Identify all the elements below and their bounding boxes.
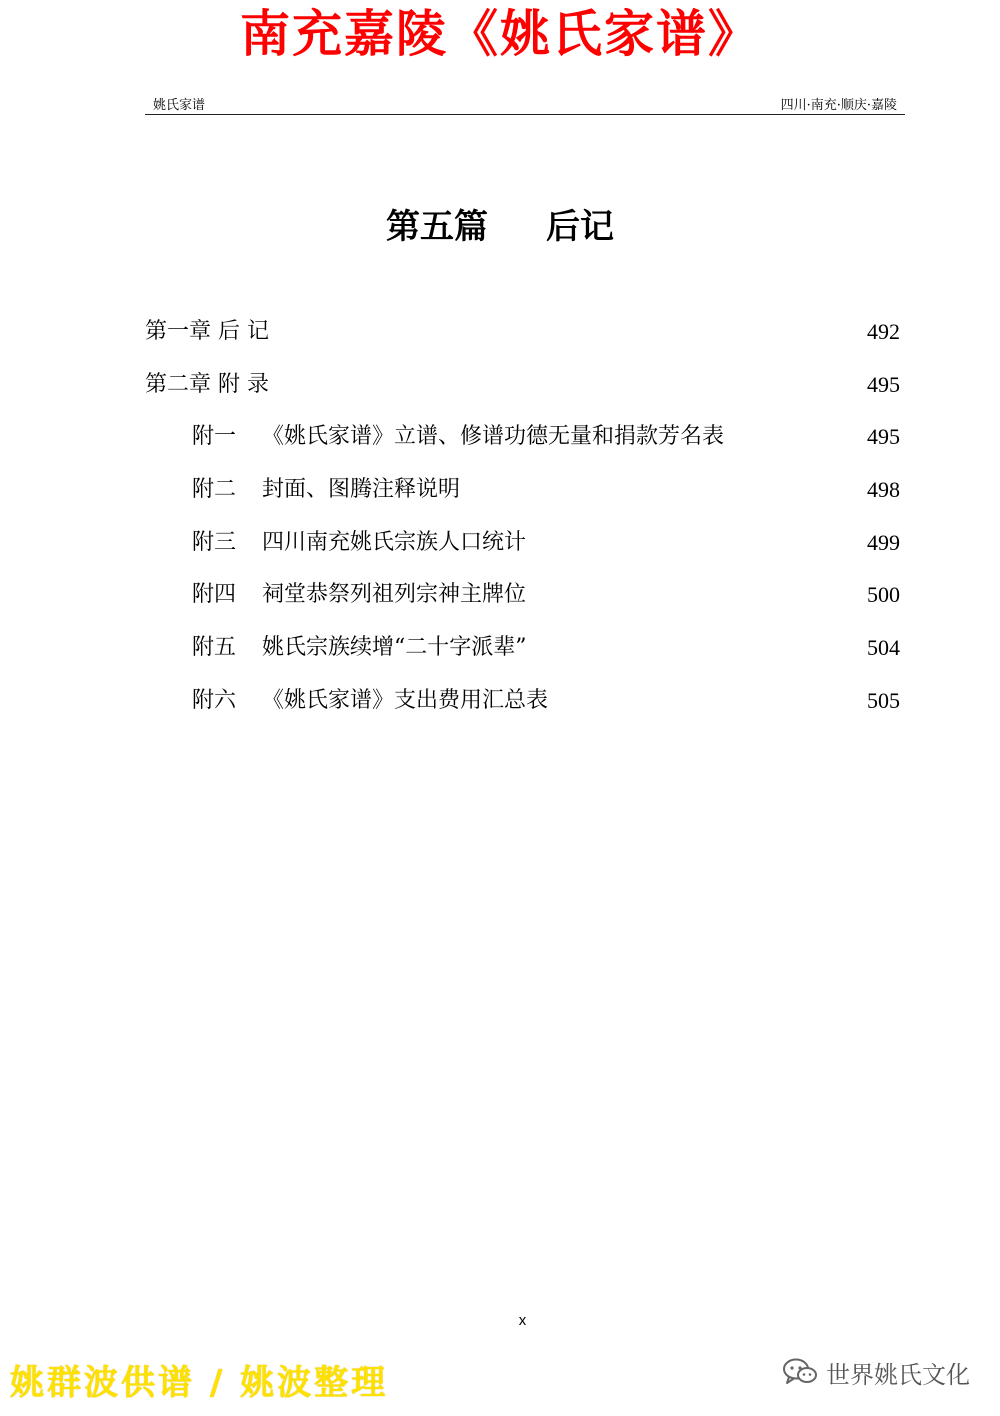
toc-entry-title: 祠堂恭祭列祖列宗神主牌位 (262, 582, 527, 608)
part-title (0, 203, 1000, 251)
watermark (782, 1355, 970, 1389)
running-header (145, 92, 905, 115)
toc-entry-title: 封面、图腾注释说明 (262, 477, 461, 503)
toc-entry-appendix-2[interactable] (145, 468, 900, 521)
toc-entry-label (192, 679, 548, 723)
toc-entry-label (192, 415, 724, 459)
toc-entry-appendix-6[interactable] (145, 679, 900, 732)
toc-entry-label: 第二章 附 录 (145, 371, 269, 397)
toc-entry-label (192, 626, 527, 670)
toc-entry-appendix-5[interactable] (145, 626, 900, 679)
toc-entry-page: 495 (867, 424, 900, 450)
toc-entry-appendix-1[interactable] (145, 415, 900, 468)
toc-entry-chapter-2[interactable] (145, 363, 900, 416)
toc-entry-appendix-3[interactable] (145, 521, 900, 574)
table-of-contents (145, 310, 900, 732)
page-folio: x (518, 1312, 527, 1329)
toc-entry-number: 附六 (192, 687, 237, 713)
part-number: 第五篇 (386, 207, 488, 247)
toc-entry-number: 附五 (192, 635, 237, 661)
credit-caption: 姚群波供谱 / 姚波整理 (10, 1363, 389, 1403)
toc-entry-label (192, 521, 526, 565)
running-header-right: 四川·南充·顺庆·嘉陵 (780, 98, 897, 113)
toc-entry-label: 第一章 后 记 (145, 319, 269, 344)
toc-entry-title: 《姚氏家谱》支出费用汇总表 (262, 687, 549, 713)
toc-entry-number: 附三 (192, 529, 237, 555)
toc-entry-page: 504 (867, 635, 900, 661)
running-header-left: 姚氏家谱 (153, 98, 206, 113)
banner-title: 南充嘉陵《姚氏家谱》 (240, 5, 760, 63)
toc-entry-title: 姚氏宗族续增“二十字派辈” (262, 635, 527, 661)
toc-entry-page: 505 (867, 687, 900, 713)
watermark-text: 世界姚氏文化 (826, 1360, 970, 1389)
toc-entry-appendix-4[interactable] (145, 573, 900, 626)
toc-entry-number: 附二 (192, 477, 237, 503)
toc-entry-label (192, 573, 526, 617)
toc-entry-page: 492 (867, 319, 900, 344)
toc-entry-number: 附一 (192, 424, 237, 450)
toc-entry-title: 《姚氏家谱》立谱、修谱功德无量和捐款芳名表 (262, 424, 725, 450)
toc-entry-label (192, 468, 460, 512)
toc-entry-number: 附四 (192, 582, 237, 608)
toc-entry-page: 495 (867, 371, 900, 397)
toc-entry-page: 499 (867, 529, 900, 555)
toc-entry-page: 498 (867, 477, 900, 503)
toc-entry-chapter-1[interactable] (145, 310, 900, 363)
part-name: 后记 (546, 207, 614, 247)
wechat-icon (782, 1357, 818, 1387)
toc-entry-title: 四川南充姚氏宗族人口统计 (262, 529, 527, 555)
toc-entry-page: 500 (867, 582, 900, 608)
